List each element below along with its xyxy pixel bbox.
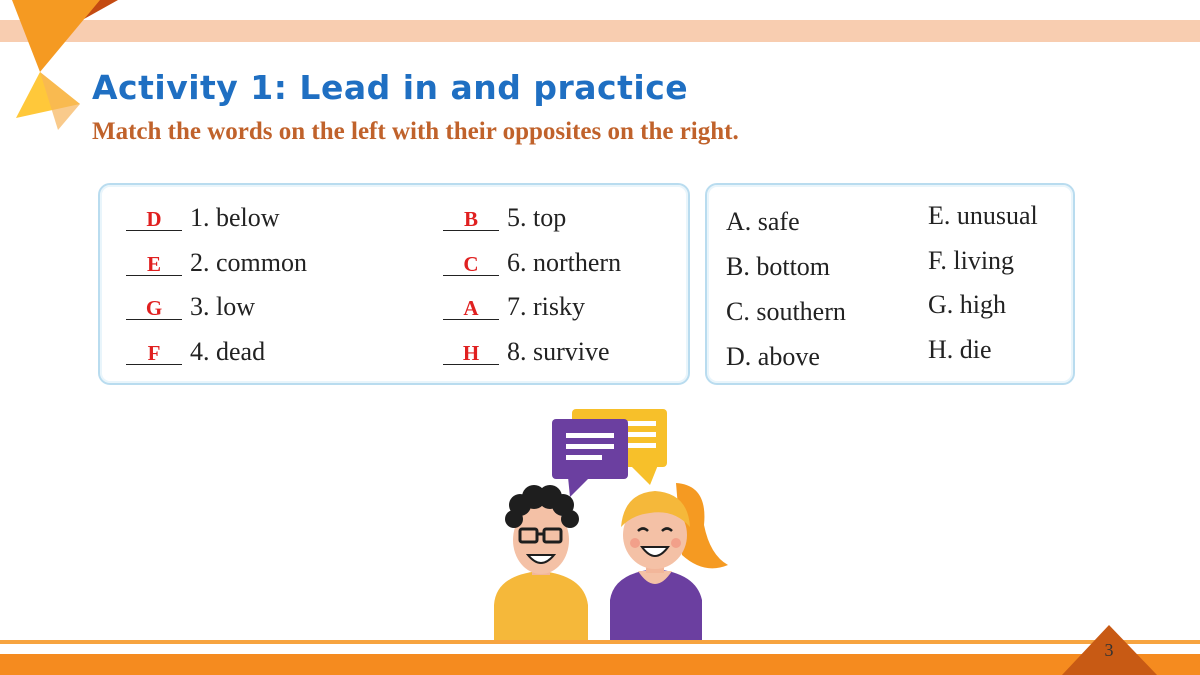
option-item: D. above <box>726 342 820 371</box>
two-people-chatting-icon <box>490 405 740 640</box>
slide-title: Activity 1: Lead in and practice <box>92 68 689 107</box>
list-item <box>126 292 255 322</box>
answer-letter: H <box>462 341 480 365</box>
word-text: 6. northern <box>507 248 622 277</box>
instruction-text: Match the words on the left with their opposites on the right. <box>92 118 739 145</box>
left-words-box <box>98 183 690 385</box>
word-text: 2. common <box>190 248 307 277</box>
top-band <box>0 20 1200 42</box>
answer-blank[interactable] <box>443 341 499 365</box>
list-item <box>126 337 265 367</box>
word-text: 8. survive <box>507 337 610 366</box>
list-item <box>126 248 307 278</box>
answer-blank[interactable] <box>126 341 182 365</box>
option-item: G. high <box>928 290 1006 319</box>
answer-letter: G <box>145 296 163 320</box>
right-options-box <box>705 183 1075 385</box>
option-item: B. bottom <box>726 252 831 281</box>
answer-letter: A <box>463 296 479 320</box>
page-number: 3 <box>1104 640 1114 660</box>
option-item: H. die <box>928 335 992 364</box>
word-text: 7. risky <box>507 292 585 321</box>
word-text: 3. low <box>190 292 255 321</box>
list-item <box>443 337 610 367</box>
answer-blank[interactable] <box>443 252 499 276</box>
list-item <box>126 203 280 233</box>
word-text: 5. top <box>507 203 567 232</box>
list-item <box>443 248 621 278</box>
bottom-accent-line <box>0 640 1200 644</box>
answer-blank[interactable] <box>126 207 182 231</box>
answer-letter: C <box>463 252 479 276</box>
bottom-band <box>0 654 1200 675</box>
answer-blank[interactable] <box>126 296 182 320</box>
answer-blank[interactable] <box>443 207 499 231</box>
option-item: F. living <box>928 246 1015 275</box>
option-item: E. unusual <box>928 201 1038 230</box>
list-item <box>443 292 585 322</box>
option-item: C. southern <box>726 297 846 326</box>
answer-letter: F <box>147 341 161 365</box>
answer-letter: E <box>146 252 161 276</box>
answer-blank[interactable] <box>126 252 182 276</box>
list-item <box>443 203 566 233</box>
word-text: 1. below <box>190 203 280 232</box>
option-item: A. safe <box>726 207 800 236</box>
answer-letter: D <box>146 207 162 231</box>
word-text: 4. dead <box>190 337 266 366</box>
answer-blank[interactable] <box>443 296 499 320</box>
answer-letter: B <box>463 207 478 231</box>
